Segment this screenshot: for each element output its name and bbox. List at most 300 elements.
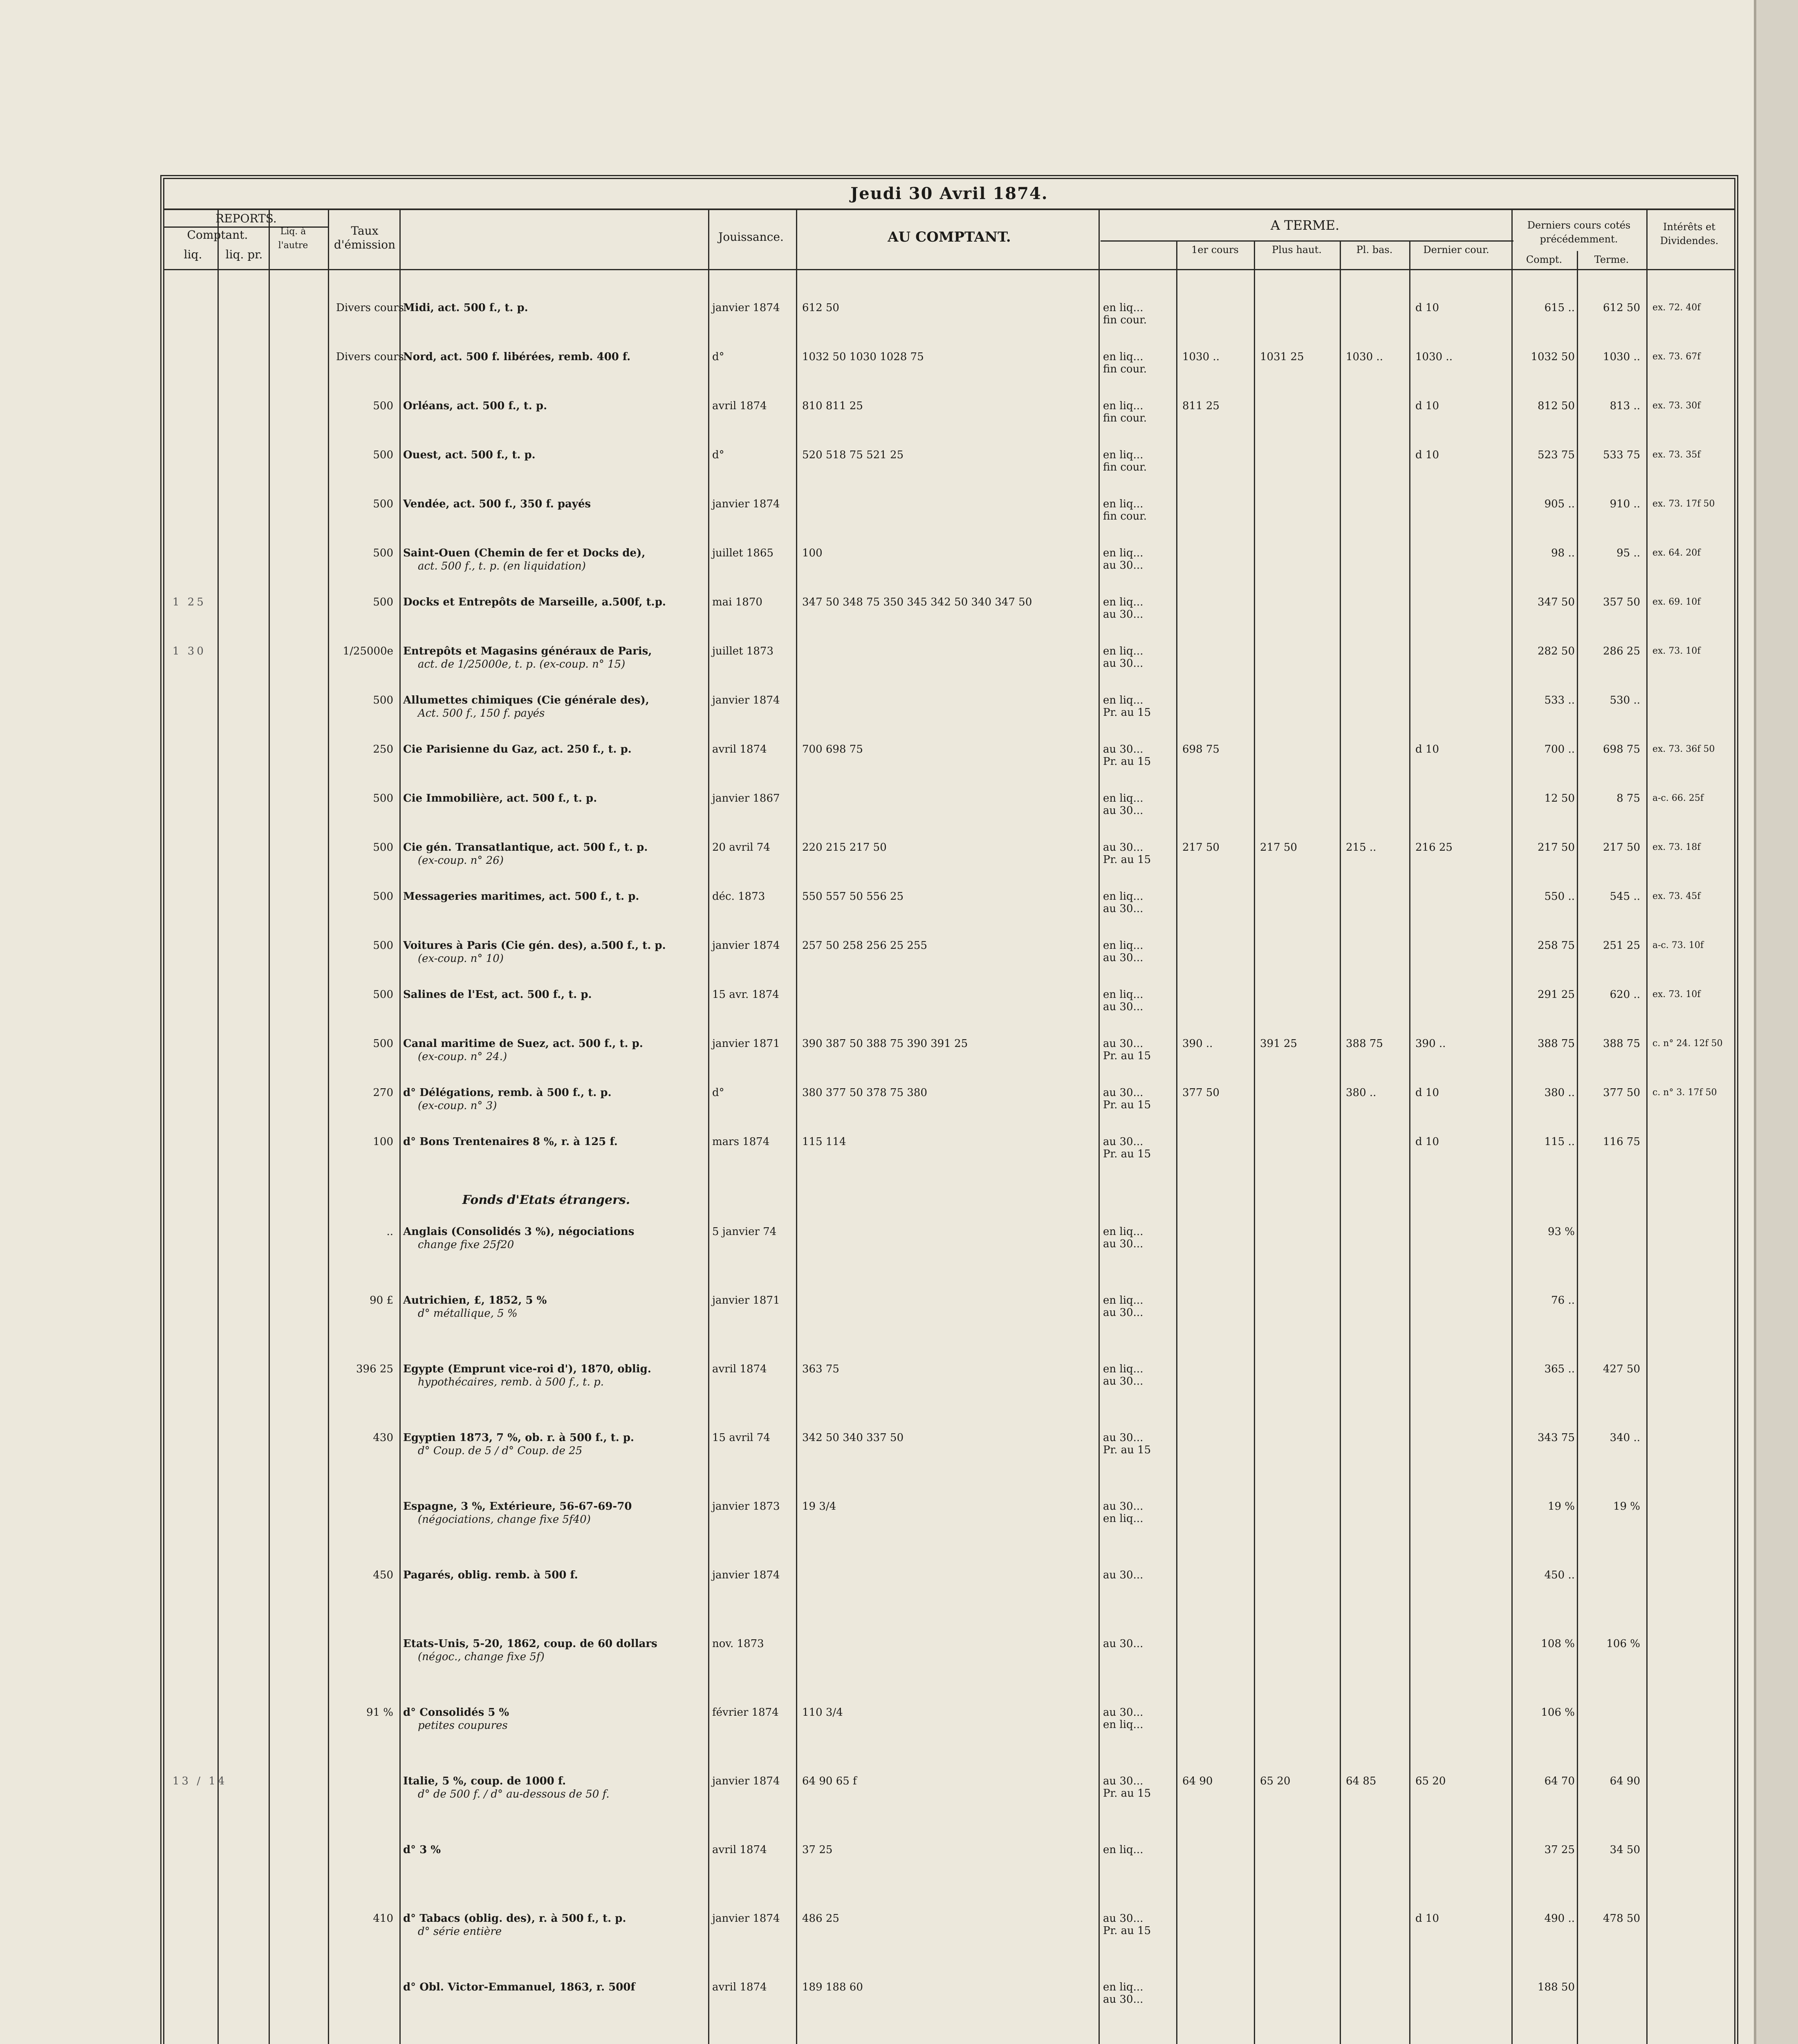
terme-label: au 30... bbox=[1103, 1136, 1143, 1148]
last-compt-value: 217 50 bbox=[1538, 841, 1575, 854]
terme-label: au 30... bbox=[1103, 841, 1143, 854]
premier-cours-value: 64 90 bbox=[1182, 1775, 1213, 1787]
taux-value: 270 bbox=[373, 1087, 393, 1099]
dividend-value: ex. 64. 20f bbox=[1652, 548, 1701, 558]
dernier-cours-value: d 10 bbox=[1415, 743, 1439, 755]
jouissance-value: janvier 1874 bbox=[712, 1912, 780, 1925]
security-name: Anglais (Consolidés 3 %), négociations bbox=[403, 1226, 634, 1238]
reports-value: 1 30 bbox=[173, 645, 206, 657]
terme-label-2: au 30... bbox=[1103, 1307, 1143, 1319]
taux-value: 410 bbox=[373, 1912, 393, 1925]
security-name: Canal maritime de Suez, act. 500 f., t. p. bbox=[403, 1038, 643, 1050]
jouissance-value: 20 avril 74 bbox=[712, 841, 770, 854]
comptant-prices: 110 3/4 bbox=[802, 1706, 843, 1719]
table-row bbox=[164, 351, 1734, 387]
security-name: Messageries maritimes, act. 500 f., t. p. bbox=[403, 890, 639, 903]
comptant-prices: 550 557 50 556 25 bbox=[802, 890, 904, 903]
table-row bbox=[164, 1981, 1734, 2017]
plus-haut-value: 65 20 bbox=[1260, 1775, 1291, 1787]
comptant-prices: 810 811 25 bbox=[802, 400, 863, 412]
taux-value: 500 bbox=[373, 841, 393, 854]
plus-bas-value: 388 75 bbox=[1346, 1038, 1383, 1050]
security-name: d° Obl. Victor-Emmanuel, 1863, r. 500f bbox=[403, 1981, 635, 1993]
taux-value: 450 bbox=[373, 1569, 393, 1581]
terme-label: en liq... bbox=[1103, 890, 1143, 903]
jouissance-value: juillet 1865 bbox=[712, 547, 774, 559]
terme-label: au 30... bbox=[1103, 1500, 1143, 1513]
dernier-cours-value: 1030 .. bbox=[1415, 351, 1453, 363]
au-comptant-header: AU COMPTANT. bbox=[888, 229, 1011, 245]
dernier-cours-value: 65 20 bbox=[1415, 1775, 1446, 1787]
jouissance-value: 15 avril 74 bbox=[712, 1432, 770, 1444]
terme-label-2: fin cour. bbox=[1103, 412, 1147, 424]
last-compt-value: 98 .. bbox=[1551, 547, 1575, 559]
jouissance-value: janvier 1874 bbox=[712, 939, 780, 952]
table-row bbox=[164, 694, 1734, 730]
table-row bbox=[164, 1226, 1734, 1262]
premier-cours-value: 698 75 bbox=[1182, 743, 1220, 755]
comptant-prices: 342 50 340 337 50 bbox=[802, 1432, 904, 1444]
terme-label-2: au 30... bbox=[1103, 952, 1143, 964]
jouissance-value: janvier 1871 bbox=[712, 1038, 780, 1050]
jouissance-value: janvier 1873 bbox=[712, 1500, 780, 1513]
table-row bbox=[164, 1432, 1734, 1468]
taux-value: 500 bbox=[373, 400, 393, 412]
table-row bbox=[164, 939, 1734, 975]
jouissance-value: 15 avr. 1874 bbox=[712, 988, 779, 1001]
terme-rule bbox=[1101, 240, 1513, 242]
taux-value: Divers cours bbox=[336, 302, 404, 314]
terme-label-2: fin cour. bbox=[1103, 461, 1147, 473]
section-fonds-etrangers: Fonds d'Etats étrangers. bbox=[462, 1193, 630, 1207]
last-terme-value: 34 50 bbox=[1610, 1844, 1640, 1856]
last-compt-value: 291 25 bbox=[1538, 988, 1575, 1001]
security-name: Saint-Ouen (Chemin de fer et Docks de), bbox=[403, 547, 646, 559]
terme-label-2: Pr. au 15 bbox=[1103, 1099, 1151, 1111]
terme-label-2: au 30... bbox=[1103, 1238, 1143, 1250]
security-detail: d° série entière bbox=[418, 1925, 502, 1938]
plus-haut-value: 391 25 bbox=[1260, 1038, 1297, 1050]
dividend-value: a-c. 66. 25f bbox=[1652, 793, 1704, 803]
comptant-prices: 100 bbox=[802, 547, 823, 559]
taux-value: 500 bbox=[373, 939, 393, 952]
security-name: Ouest, act. 500 f., t. p. bbox=[403, 449, 536, 461]
comptant-prices: 1032 50 1030 1028 75 bbox=[802, 351, 924, 363]
taux-header: Taux d'émission bbox=[334, 224, 396, 251]
last-compt-value: 258 75 bbox=[1538, 939, 1575, 952]
liq-autre-header: Liq. à l'autre bbox=[278, 226, 308, 251]
terme-label: au 30... bbox=[1103, 1432, 1143, 1444]
last-terme-value: 106 % bbox=[1606, 1638, 1640, 1650]
plus-bas-value: 380 .. bbox=[1346, 1087, 1377, 1099]
terme-label: en liq... bbox=[1103, 694, 1143, 706]
premier-cours-value: 217 50 bbox=[1182, 841, 1220, 854]
table-row bbox=[164, 743, 1734, 779]
comptant-prices: 363 75 bbox=[802, 1363, 839, 1375]
terme-label-2: au 30... bbox=[1103, 903, 1143, 915]
terme-label: en liq... bbox=[1103, 449, 1143, 461]
last-compt-value: 93 % bbox=[1547, 1226, 1575, 1238]
security-detail: d° métallique, 5 % bbox=[418, 1307, 518, 1320]
comptant-prices: 220 215 217 50 bbox=[802, 841, 887, 854]
terme-label: au 30... bbox=[1103, 1087, 1143, 1099]
last-compt-value: 700 .. bbox=[1544, 743, 1575, 755]
reports-rule bbox=[164, 226, 328, 228]
security-name: Allumettes chimiques (Cie générale des), bbox=[403, 694, 649, 706]
security-name: Autrichien, £, 1852, 5 % bbox=[403, 1294, 547, 1307]
taux-value: 500 bbox=[373, 988, 393, 1001]
security-detail: (négociations, change fixe 5f40) bbox=[418, 1513, 591, 1526]
terme-header: Terme. bbox=[1594, 254, 1629, 265]
terme-label-2: Pr. au 15 bbox=[1103, 755, 1151, 768]
last-terme-value: 620 .. bbox=[1610, 988, 1640, 1001]
comptant-prices: 19 3/4 bbox=[802, 1500, 836, 1513]
last-compt-value: 347 50 bbox=[1538, 596, 1575, 608]
last-terme-value: 813 .. bbox=[1610, 400, 1640, 412]
comptant-prices: 520 518 75 521 25 bbox=[802, 449, 904, 461]
security-name: d° Consolidés 5 % bbox=[403, 1706, 509, 1719]
table-row bbox=[164, 890, 1734, 926]
security-name: Cie gén. Transatlantique, act. 500 f., t. p. bbox=[403, 841, 648, 854]
last-compt-value: 490 .. bbox=[1544, 1912, 1575, 1925]
terme-label: au 30... bbox=[1103, 1569, 1143, 1581]
last-compt-value: 615 .. bbox=[1544, 302, 1575, 314]
last-compt-value: 365 .. bbox=[1544, 1363, 1575, 1375]
taux-value: 500 bbox=[373, 792, 393, 805]
security-detail: d° Coup. de 5 / d° Coup. de 25 bbox=[418, 1445, 583, 1457]
security-name: Voitures à Paris (Cie gén. des), a.500 f., t. p. bbox=[403, 939, 666, 952]
terme-label: en liq... bbox=[1103, 1844, 1143, 1856]
security-name: Cie Parisienne du Gaz, act. 250 f., t. p. bbox=[403, 743, 632, 755]
security-detail: d° de 500 f. / d° au-dessous de 50 f. bbox=[418, 1788, 610, 1800]
last-terme-value: 427 50 bbox=[1603, 1363, 1640, 1375]
dividend-value: c. n° 24. 12f 50 bbox=[1652, 1038, 1723, 1049]
jouissance-value: d° bbox=[712, 1087, 724, 1099]
comptant-prices: 257 50 258 256 25 255 bbox=[802, 939, 927, 952]
dividend-value: ex. 73. 17f 50 bbox=[1652, 499, 1715, 509]
terme-label: en liq... bbox=[1103, 351, 1143, 363]
security-name: Espagne, 3 %, Extérieure, 56-67-69-70 bbox=[403, 1500, 632, 1513]
last-terme-value: 698 75 bbox=[1603, 743, 1640, 755]
comptant-header: Comptant. bbox=[187, 228, 248, 242]
last-compt-value: 388 75 bbox=[1538, 1038, 1575, 1050]
terme-label-2: Pr. au 15 bbox=[1103, 1148, 1151, 1160]
last-terme-value: 116 75 bbox=[1603, 1136, 1640, 1148]
terme-label: au 30... bbox=[1103, 1912, 1143, 1925]
last-compt-value: 19 % bbox=[1547, 1500, 1575, 1513]
security-name: Salines de l'Est, act. 500 f., t. p. bbox=[403, 988, 592, 1001]
table-row bbox=[164, 1775, 1734, 1811]
jouissance-value: janvier 1874 bbox=[712, 1775, 780, 1787]
terme-label: en liq... bbox=[1103, 498, 1143, 510]
dernier-cours-value: d 10 bbox=[1415, 1087, 1439, 1099]
table-row bbox=[164, 1638, 1734, 1674]
terme-label-2: au 30... bbox=[1103, 805, 1143, 817]
comptant-prices: 37 25 bbox=[802, 1844, 833, 1856]
last-terme-value: 286 25 bbox=[1603, 645, 1640, 657]
terme-label: en liq... bbox=[1103, 547, 1143, 559]
security-name: Egypte (Emprunt vice-roi d'), 1870, oblig. bbox=[403, 1363, 651, 1375]
table-row bbox=[164, 841, 1734, 877]
derniers-cours-header: Derniers cours cotés précédemment. bbox=[1527, 220, 1631, 245]
security-detail: (ex-coup. n° 24.) bbox=[418, 1051, 507, 1063]
table-row bbox=[164, 449, 1734, 485]
terme-label: en liq... bbox=[1103, 1294, 1143, 1307]
table-row bbox=[164, 596, 1734, 632]
jouissance-header: Jouissance. bbox=[718, 230, 784, 244]
jouissance-value: 5 janvier 74 bbox=[712, 1226, 777, 1238]
terme-label: en liq... bbox=[1103, 988, 1143, 1001]
last-compt-value: 282 50 bbox=[1538, 645, 1575, 657]
next-page-edge bbox=[1754, 0, 1798, 2044]
plus-bas-value: 1030 .. bbox=[1346, 351, 1383, 363]
security-name: Egyptien 1873, 7 %, ob. r. à 500 f., t. p. bbox=[403, 1432, 634, 1444]
terme-label: en liq... bbox=[1103, 939, 1143, 952]
last-terme-value: 1030 .. bbox=[1603, 351, 1640, 363]
terme-label-2: fin cour. bbox=[1103, 314, 1147, 326]
last-terme-value: 530 .. bbox=[1610, 694, 1640, 706]
premier-cours-value: 811 25 bbox=[1182, 400, 1220, 412]
jouissance-value: avril 1874 bbox=[712, 743, 767, 755]
table-row bbox=[164, 1038, 1734, 1074]
taux-value: 250 bbox=[373, 743, 393, 755]
security-name: Vendée, act. 500 f., 350 f. payés bbox=[403, 498, 591, 510]
taux-value: 430 bbox=[373, 1432, 393, 1444]
reports-value: 1 25 bbox=[173, 596, 206, 608]
taux-value: 500 bbox=[373, 547, 393, 559]
terme-label: en liq... bbox=[1103, 400, 1143, 412]
reports-value: 13 / 14 bbox=[173, 1775, 227, 1787]
taux-value: Divers cours bbox=[336, 351, 404, 363]
security-detail: act. 500 f., t. p. (en liquidation) bbox=[418, 560, 586, 572]
taux-value: 500 bbox=[373, 498, 393, 510]
security-name: Pagarés, oblig. remb. à 500 f. bbox=[403, 1569, 578, 1581]
a-terme-header: A TERME. bbox=[1270, 217, 1340, 233]
security-name: Italie, 5 %, coup. de 1000 f. bbox=[403, 1775, 566, 1787]
last-terme-value: 533 75 bbox=[1603, 449, 1640, 461]
table-row bbox=[164, 1087, 1734, 1123]
last-terme-value: 357 50 bbox=[1603, 596, 1640, 608]
terme-label-2: au 30... bbox=[1103, 559, 1143, 572]
jouissance-value: janvier 1874 bbox=[712, 498, 780, 510]
dernier-cours-value: d 10 bbox=[1415, 400, 1439, 412]
dividend-value: ex. 72. 40f bbox=[1652, 303, 1701, 313]
last-compt-value: 106 % bbox=[1541, 1706, 1575, 1719]
terme-label-2: au 30... bbox=[1103, 1375, 1143, 1387]
security-name: d° Bons Trentenaires 8 %, r. à 125 f. bbox=[403, 1136, 618, 1148]
taux-value: .. bbox=[386, 1226, 393, 1238]
jouissance-value: janvier 1867 bbox=[712, 792, 780, 805]
jouissance-value: janvier 1871 bbox=[712, 1294, 780, 1307]
jouissance-value: janvier 1874 bbox=[712, 1569, 780, 1581]
comptant-prices: 486 25 bbox=[802, 1912, 839, 1925]
dernier-cours-value: 216 25 bbox=[1415, 841, 1453, 854]
interets-header: Intérêts et Dividendes. bbox=[1660, 221, 1719, 247]
terme-label-2: en liq... bbox=[1103, 1513, 1143, 1525]
comptant-prices: 390 387 50 388 75 390 391 25 bbox=[802, 1038, 968, 1050]
security-name: Entrepôts et Magasins généraux de Paris, bbox=[403, 645, 652, 657]
taux-value: 500 bbox=[373, 890, 393, 903]
dernier-cours-header: Dernier cour. bbox=[1423, 244, 1489, 256]
table-row bbox=[164, 1363, 1734, 1399]
table-row bbox=[164, 1912, 1734, 1948]
comptant-prices: 380 377 50 378 75 380 bbox=[802, 1087, 927, 1099]
premier-cours-header: 1er cours bbox=[1191, 244, 1239, 256]
dividend-value: a-c. 73. 10f bbox=[1652, 940, 1704, 950]
dividend-value: ex. 73. 36f 50 bbox=[1652, 744, 1715, 754]
last-compt-value: 523 75 bbox=[1538, 449, 1575, 461]
terme-label-2: Pr. au 15 bbox=[1103, 1925, 1151, 1937]
terme-label-2: Pr. au 15 bbox=[1103, 1444, 1151, 1456]
terme-label-2: en liq... bbox=[1103, 1719, 1143, 1731]
plus-haut-value: 1031 25 bbox=[1260, 351, 1304, 363]
jouissance-value: d° bbox=[712, 351, 724, 363]
security-name: d° Tabacs (oblig. des), r. à 500 f., t. p. bbox=[403, 1912, 626, 1925]
terme-label-2: Pr. au 15 bbox=[1103, 1787, 1151, 1800]
bourse-table bbox=[160, 175, 1738, 2044]
terme-label-2: au 30... bbox=[1103, 657, 1143, 670]
last-terme-value: 64 90 bbox=[1610, 1775, 1640, 1787]
last-compt-value: 64 70 bbox=[1544, 1775, 1575, 1787]
last-terme-value: 8 75 bbox=[1616, 792, 1640, 805]
premier-cours-value: 390 .. bbox=[1182, 1038, 1213, 1050]
terme-label: en liq... bbox=[1103, 596, 1143, 608]
dividend-value: ex. 73. 35f bbox=[1652, 450, 1701, 460]
terme-label-2: au 30... bbox=[1103, 1001, 1143, 1013]
liq-pr-header: liq. pr. bbox=[225, 248, 263, 261]
taux-value: 500 bbox=[373, 449, 393, 461]
terme-label-2: Pr. au 15 bbox=[1103, 706, 1151, 719]
taux-value: 500 bbox=[373, 694, 393, 706]
dividend-value: ex. 73. 30f bbox=[1652, 401, 1701, 411]
dividend-value: ex. 69. 10f bbox=[1652, 597, 1701, 607]
plus-haut-value: 217 50 bbox=[1260, 841, 1297, 854]
plus-bas-value: 215 .. bbox=[1346, 841, 1377, 854]
security-detail: (négoc., change fixe 5f) bbox=[418, 1651, 545, 1663]
taux-value: 396 25 bbox=[356, 1363, 393, 1375]
table-row bbox=[164, 1136, 1734, 1172]
security-name: d° 3 % bbox=[403, 1844, 441, 1856]
security-name: d° Délégations, remb. à 500 f., t. p. bbox=[403, 1087, 612, 1099]
terme-label: au 30... bbox=[1103, 743, 1143, 755]
jouissance-value: mai 1870 bbox=[712, 596, 762, 608]
dividend-value: ex. 73. 10f bbox=[1652, 646, 1701, 656]
dividend-value: c. n° 3. 17f 50 bbox=[1652, 1087, 1717, 1098]
jouissance-value: déc. 1873 bbox=[712, 890, 765, 903]
last-terme-value: 545 .. bbox=[1610, 890, 1640, 903]
security-name: Docks et Entrepôts de Marseille, a.500f, t.p. bbox=[403, 596, 666, 608]
table-row bbox=[164, 400, 1734, 436]
security-detail: (ex-coup. n° 3) bbox=[418, 1100, 497, 1112]
last-compt-value: 533 .. bbox=[1544, 694, 1575, 706]
last-compt-value: 343 75 bbox=[1538, 1432, 1575, 1444]
terme-label: au 30... bbox=[1103, 1706, 1143, 1719]
jouissance-value: d° bbox=[712, 449, 724, 461]
taux-value: 90 £ bbox=[370, 1294, 393, 1307]
dernier-cours-value: d 10 bbox=[1415, 1912, 1439, 1925]
last-compt-value: 115 .. bbox=[1544, 1136, 1575, 1148]
taux-value: 100 bbox=[373, 1136, 393, 1148]
terme-label: en liq... bbox=[1103, 1226, 1143, 1238]
security-name: Nord, act. 500 f. libérées, remb. 400 f. bbox=[403, 351, 631, 363]
table-row bbox=[164, 1844, 1734, 1880]
last-compt-value: 380 .. bbox=[1544, 1087, 1575, 1099]
comptant-prices: 347 50 348 75 350 345 342 50 340 347 50 bbox=[802, 596, 1032, 608]
last-compt-value: 188 50 bbox=[1538, 1981, 1575, 1993]
security-name: Cie Immobilière, act. 500 f., t. p. bbox=[403, 792, 597, 805]
security-name: Etats-Unis, 5-20, 1862, coup. de 60 dollars bbox=[403, 1638, 657, 1650]
last-compt-value: 108 % bbox=[1541, 1638, 1575, 1650]
reports-header: REPORTS. bbox=[215, 212, 277, 225]
last-terme-value: 217 50 bbox=[1603, 841, 1640, 854]
table-row bbox=[164, 1294, 1734, 1330]
last-compt-value: 1032 50 bbox=[1531, 351, 1575, 363]
security-detail: hypothécaires, remb. à 500 f., t. p. bbox=[418, 1376, 604, 1388]
liq-header: liq. bbox=[184, 248, 202, 261]
jouissance-value: janvier 1874 bbox=[712, 302, 780, 314]
jouissance-value: janvier 1874 bbox=[712, 694, 780, 706]
last-terme-value: 19 % bbox=[1613, 1500, 1640, 1513]
dividend-value: ex. 73. 67f bbox=[1652, 352, 1701, 362]
terme-label: en liq... bbox=[1103, 302, 1143, 314]
taux-value: 1/25000e bbox=[343, 645, 393, 657]
last-terme-value: 612 50 bbox=[1603, 302, 1640, 314]
terme-label: en liq... bbox=[1103, 1363, 1143, 1375]
security-detail: (ex-coup. n° 10) bbox=[418, 953, 504, 965]
terme-label-2: Pr. au 15 bbox=[1103, 1050, 1151, 1062]
terme-label: en liq... bbox=[1103, 645, 1143, 657]
dernier-cours-value: d 10 bbox=[1415, 449, 1439, 461]
terme-label-2: fin cour. bbox=[1103, 363, 1147, 375]
dividend-value: ex. 73. 10f bbox=[1652, 989, 1701, 1000]
plus-bas-value: 64 85 bbox=[1346, 1775, 1377, 1787]
last-terme-value: 377 50 bbox=[1603, 1087, 1640, 1099]
last-terme-value: 478 50 bbox=[1603, 1912, 1640, 1925]
plus-haut-header: Plus haut. bbox=[1272, 244, 1322, 256]
security-detail: (ex-coup. n° 26) bbox=[418, 854, 504, 867]
last-terme-value: 251 25 bbox=[1603, 939, 1640, 952]
table-row bbox=[164, 1500, 1734, 1536]
jouissance-value: avril 1874 bbox=[712, 1363, 767, 1375]
jouissance-value: nov. 1873 bbox=[712, 1638, 764, 1650]
table-row bbox=[164, 1569, 1734, 1605]
taux-value: 500 bbox=[373, 1038, 393, 1050]
last-compt-value: 76 .. bbox=[1551, 1294, 1575, 1307]
jouissance-value: avril 1874 bbox=[712, 400, 767, 412]
table-row bbox=[164, 302, 1734, 338]
terme-label-2: au 30... bbox=[1103, 608, 1143, 621]
dernier-cours-value: 390 .. bbox=[1415, 1038, 1446, 1050]
plus-bas-header: Pl. bas. bbox=[1356, 244, 1393, 256]
security-detail: act. de 1/25000e, t. p. (ex-coup. n° 15) bbox=[418, 658, 625, 670]
premier-cours-value: 1030 .. bbox=[1182, 351, 1220, 363]
terme-label-2: au 30... bbox=[1103, 1993, 1143, 2006]
comptant-prices: 64 90 65 f bbox=[802, 1775, 857, 1787]
terme-label: au 30... bbox=[1103, 1638, 1143, 1650]
last-compt-value: 12 50 bbox=[1544, 792, 1575, 805]
dividend-value: ex. 73. 18f bbox=[1652, 842, 1701, 852]
last-terme-value: 388 75 bbox=[1603, 1038, 1640, 1050]
terme-label: en liq... bbox=[1103, 1981, 1143, 1993]
comptant-prices: 189 188 60 bbox=[802, 1981, 863, 1993]
dernier-cours-value: d 10 bbox=[1415, 302, 1439, 314]
jouissance-value: février 1874 bbox=[712, 1706, 779, 1719]
dernier-cours-value: d 10 bbox=[1415, 1136, 1439, 1148]
last-compt-value: 37 25 bbox=[1544, 1844, 1575, 1856]
security-detail: change fixe 25f20 bbox=[418, 1239, 514, 1251]
last-terme-value: 910 .. bbox=[1610, 498, 1640, 510]
table-row bbox=[164, 1706, 1734, 1742]
